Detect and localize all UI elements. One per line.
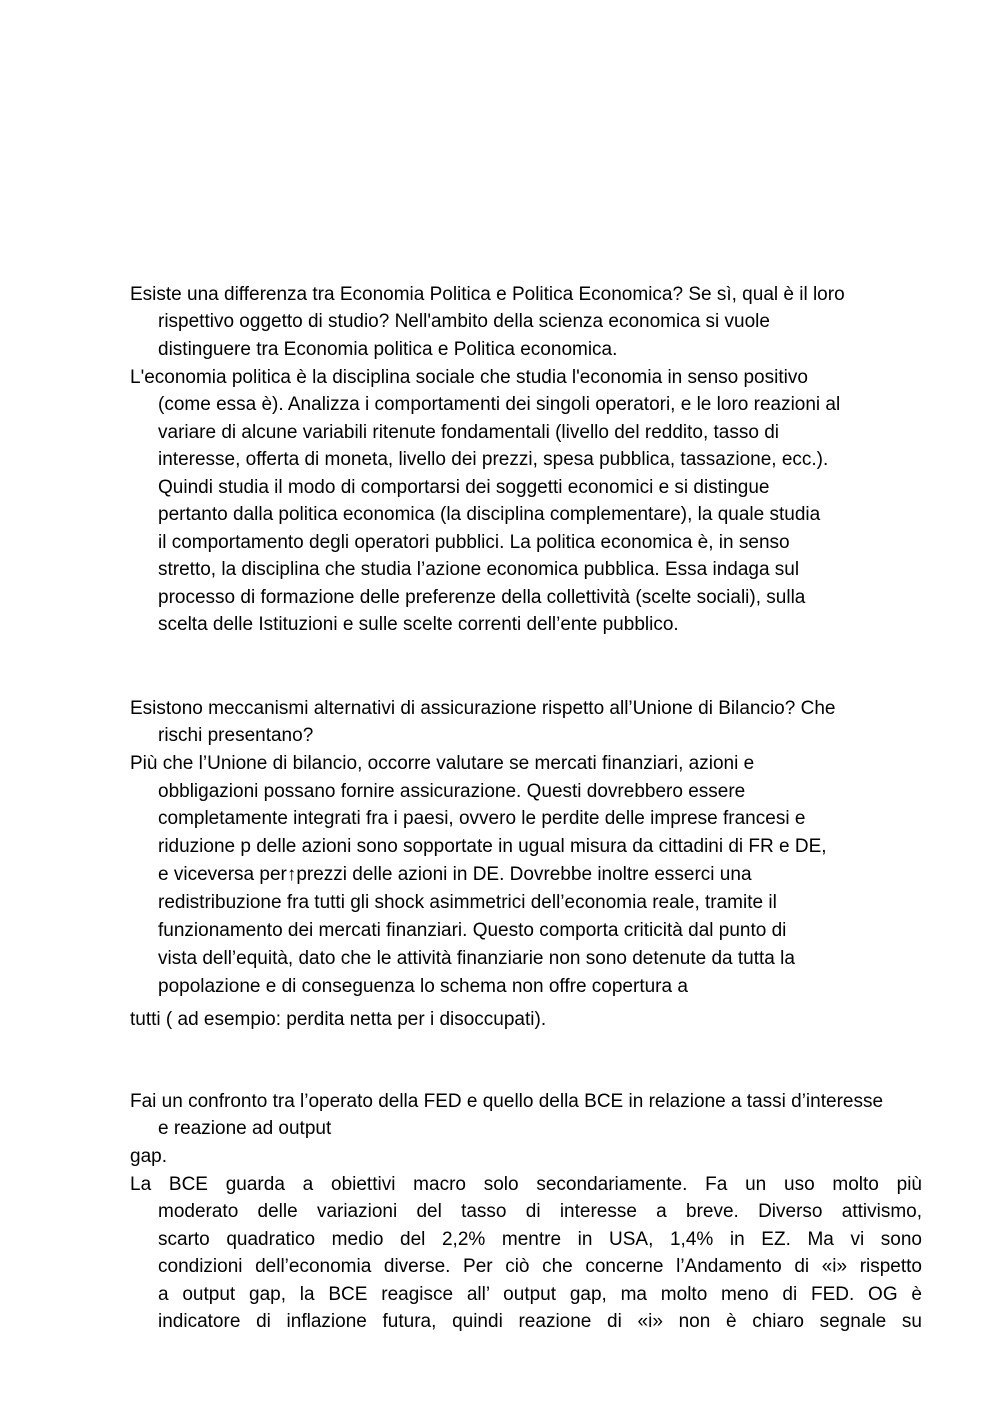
answer-1-line-2: (come essa è). Analizza i comportamenti dei singoli operatori, e le loro reazioni al <box>158 394 841 415</box>
answer-1-line-9: processo di formazione delle preferenze della collettività (scelte sociali), sulla <box>158 587 806 608</box>
answer-2-line-3: completamente integrati fra i paesi, ovvero le perdite delle imprese francesi e <box>158 808 806 829</box>
answer-1-line-8: stretto, la disciplina che studia l’azione economica pubblica. Essa indaga sul <box>158 559 800 580</box>
question-3-line-1: Fai un confronto tra l’operato della FED e quello della BCE in relazione a tassi d’interesse <box>130 1091 884 1112</box>
answer-2-line-7: funzionamento dei mercati finanziari. Questo comporta criticità dal punto di <box>158 920 787 941</box>
answer-3-line-1: La BCE guarda a obiettivi macro solo secondariamente. Fa un uso molto più <box>130 1174 922 1195</box>
answer-1-line-4: interesse, offerta di moneta, livello dei prezzi, spesa pubblica, tassazione, ecc.). <box>158 449 829 470</box>
answer-1-line-7: il comportamento degli operatori pubblici. La politica economica è, in senso <box>158 532 790 553</box>
answer-3-line-4: condizioni dell’economia diverse. Per ciò che concerne l’Andamento di «i» rispetto <box>158 1256 922 1277</box>
answer-1-line-1: L'economia politica è la disciplina sociale che studia l'economia in senso positivo <box>130 367 808 388</box>
answer-2-line-8: vista dell’equità, dato che le attività finanziarie non sono detenute da tutta la <box>158 948 795 969</box>
question-1-line-3: distinguere tra Economia politica e Politica economica. <box>158 339 618 360</box>
answer-2-line-6: redistribuzione fra tutti gli shock asimmetrici dell’economia reale, tramite il <box>158 892 777 913</box>
answer-2-line-9: popolazione e di conseguenza lo schema non offre copertura a <box>158 976 688 997</box>
answer-2-line-2: obbligazioni possano fornire assicurazione. Questi dovrebbero essere <box>158 781 746 802</box>
question-3-line-2: e reazione ad output <box>158 1118 332 1139</box>
question-3-tail: gap. <box>130 1146 167 1167</box>
question-2-line-1: Esistono meccanismi alternativi di assicurazione rispetto all’Unione di Bilancio? Che <box>130 698 836 719</box>
answer-1-line-6: pertanto dalla politica economica (la disciplina complementare), la quale studia <box>158 504 821 525</box>
answer-1-line-5: Quindi studia il modo di comportarsi dei soggetti economici e si distingue <box>158 477 770 498</box>
answer-2-line-1: Più che l’Unione di bilancio, occorre valutare se mercati finanziari, azioni e <box>130 753 755 774</box>
answer-1-line-10: scelta delle Istituzioni e sulle scelte correnti dell’ente pubblico. <box>158 614 679 635</box>
answer-1-line-3: variare di alcune variabili ritenute fondamentali (livello del reddito, tasso di <box>158 422 779 443</box>
answer-3-line-3: scarto quadratico medio del 2,2% mentre in USA, 1,4% in EZ. Ma vi sono <box>158 1229 922 1250</box>
answer-2-line-4: riduzione p delle azioni sono sopportate in ugual misura da cittadini di FR e DE, <box>158 836 827 857</box>
answer-3-line-5: a output gap, la BCE reagisce all’ output gap, ma molto meno di FED. OG è <box>158 1284 922 1305</box>
question-1-line-2: rispettivo oggetto di studio? Nell'ambito della scienza economica si vuole <box>158 311 770 332</box>
answer-3-line-2: moderato delle variazioni del tasso di interesse a breve. Diverso attivismo, <box>158 1201 922 1222</box>
answer-2-tail: tutti ( ad esempio: perdita netta per i disoccupati). <box>130 1009 547 1030</box>
question-2-line-2: rischi presentano? <box>158 725 314 746</box>
answer-2-line-5: e viceversa per↑prezzi delle azioni in DE. Dovrebbe inoltre esserci una <box>158 864 752 885</box>
question-1-line-1: Esiste una differenza tra Economia Politica e Politica Economica? Se sì, qual è il loro <box>130 284 845 305</box>
answer-3-line-6: indicatore di inflazione futura, quindi reazione di «i» non è chiaro segnale su <box>158 1311 922 1332</box>
